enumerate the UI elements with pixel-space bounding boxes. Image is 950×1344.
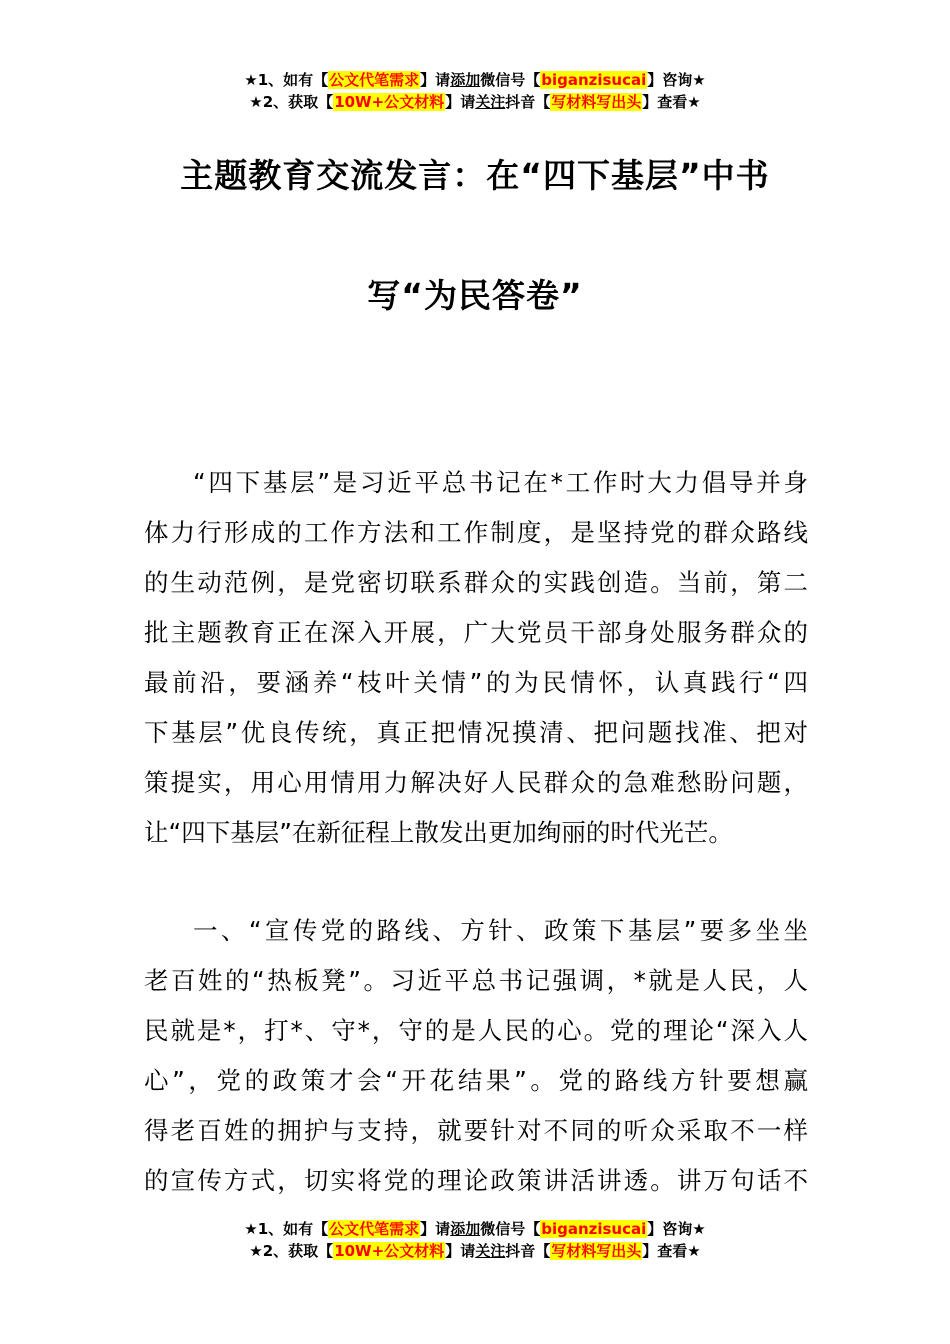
banner-line-2: ★2、获取【10W+公文材料】请关注抖音【写材料写出头】查看★ [249,93,701,111]
footer-banner [0,1218,950,1262]
paragraph-intro [144,458,808,858]
highlight-materials: 10W+公文材料 [334,93,445,111]
paragraph-section-one [144,906,808,1206]
document-title-line-1: 主题教育交流发言：在“四下基层”中书 [180,156,770,195]
paragraph-line: 让“四下基层”在新征程上散发出更加绚丽的时代光芒。 [144,818,733,847]
paragraph-line: 的宣传方式，切实将党的理论政策讲活讲透。讲万句话不 [144,1166,808,1195]
highlight-wechat-id: biganzisucai [541,1220,647,1238]
paragraph-line: 体力行形成的工作方法和工作制度，是坚持党的群众路线 [144,518,808,547]
paragraph-line: 下基层”优良传统，真正把情况摸清、把问题找准、把对 [144,718,808,747]
paragraph-line: 最前沿，要涵养“枝叶关情”的为民情怀，认真践行“四 [144,668,808,697]
document-title-line-2: 写“为民答卷” [367,276,583,315]
highlight-service: 公文代笔需求 [329,1220,420,1238]
paragraph-line: 策提实，用心用情用力解决好人民群众的急难愁盼问题， [144,768,808,797]
highlight-douyin-id: 写材料写出头 [551,1242,642,1260]
highlight-douyin-id: 写材料写出头 [551,93,642,111]
paragraph-line: “四下基层”是习近平总书记在*工作时大力倡导并身 [193,468,808,497]
paragraph-line: 的生动范例，是党密切联系群众的实践创造。当前，第二 [144,568,808,597]
banner-line-1: ★1、如有【公文代笔需求】请添加微信号【biganzisucai】咨询★ [244,71,706,89]
paragraph-line: 一、“宣传党的路线、方针、政策下基层”要多坐坐 [193,916,808,945]
header-banner [0,69,950,113]
banner-line-1: ★1、如有【公文代笔需求】请添加微信号【biganzisucai】咨询★ [244,1220,706,1238]
highlight-service: 公文代笔需求 [329,71,420,89]
paragraph-line: 得老百姓的拥护与支持，就要针对不同的听众采取不一样 [144,1116,808,1145]
paragraph-line: 民就是*，打*、守*，守的是人民的心。党的理论“深入人 [144,1016,808,1045]
highlight-wechat-id: biganzisucai [541,71,647,89]
banner-line-2: ★2、获取【10W+公文材料】请关注抖音【写材料写出头】查看★ [249,1242,701,1260]
paragraph-line: 老百姓的“热板凳”。习近平总书记强调，*就是人民，人 [144,966,808,995]
highlight-materials: 10W+公文材料 [334,1242,445,1260]
paragraph-line: 批主题教育正在深入开展，广大党员干部身处服务群众的 [144,618,808,647]
paragraph-line: 心”，党的政策才会“开花结果”。党的路线方针要想赢 [144,1066,808,1095]
